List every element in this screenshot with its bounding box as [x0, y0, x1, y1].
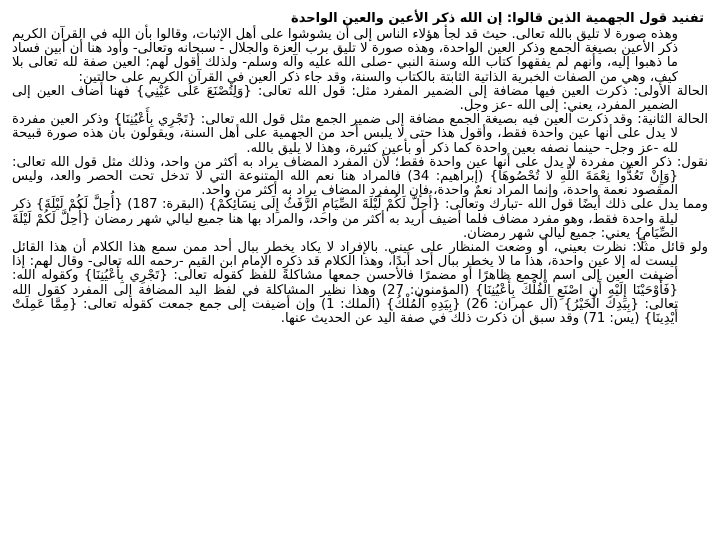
paragraph-intro: وهذه صورة لا تليق بالله تعالى. حيث قد لجأ هؤلاء الناس إلى أن يشوشوا على أهل الإثبات، وقالوا بأن الله في القرآن الكريم ذكر الأعين بصيغة الجمع وذكر العين الواحدة، وهذه صورة لا تليق برب العزة والجلال - سبحانه وتعالى- وأود هنا أن أبين فساد ما ذهبوا إليه، وأنهم لم يفقهوا كتاب الله وسنة النبي -صلى الله عليه وآله وسلم- ولذلك أقول لهم: العين صفة لله تعالى بلا كيف، وهي من الصفات الخبرية الذاتية الثابتة بالكتاب والسنة، وقد جاء ذكر العين في القرآن الكريم على حالتين: [12, 27, 678, 85]
slide-title: تفنيد قول الجهمية الذين قالوا: إن الله ذكر الأعين والعين الواحدة [291, 11, 704, 26]
paragraph-singular-meaning: نقول: ذكر العين مفردة لا يدل على أنها عين واحدة فقط؛ لأن المفرد المضاف يراد به أكثر من واحد، وذلك مثل قول الله تعالى: {وَإِنْ تَعُدُّوا نِعْمَةَ اللَّهِ لا تُحْصُوهَا} (إبراهيم: 34) فالمراد هنا نعم الله المتنوعة التي لا تدخل تحت الحصر والعد، وليس المقصود نعمة واحدة، وإنما المراد نعمٌ واحدة، فإن المفرد المضاف يراد به أكثر من واحد. [12, 154, 708, 199]
paragraph-laylat-example: ومما يدل على ذلك أيضًا قول الله -تبارك وتعالى: {أُحِلَّ لَكُمْ لَيْلَةَ الصِّيَامِ الرَّفَثُ إِلَى نِسَائِكُمْ} (البقرة: 187) {أُحِلَّ لَكُمْ لَيْلَةَ} ذكر ليلة واحدة فقط، وهو مفرد مضاف فلما أضيف أريد به أكثر من واحد، والمراد بها هنا جميع ليالي شهر رمضان {أُحِلَّ لَكُمْ لَيْلَةَ الصِّيَامِ} يعني: جميع ليالي شهر رمضان. [12, 197, 709, 241]
paragraph-first-case: الحالة الأولى: ذكرت العين فيها مضافة إلى الضمير المفرد مثل: قول الله تعالى: {وَلِتُصْنَعَ عَلَى عَيْنِي} فهنا أضاف العين إلى الضمير المفرد، يعني: إلى الله -عز وجل. [12, 83, 708, 114]
paragraph-ibn-qayyim: ولو قائل مثلًا: نظرت بعيني، أو وضعت المنظار على عيني. بالإفراد لا يكاد يخطر ببال أحد ممن سمع هذا الكلام أن هذا القائل ليست له إلا عين واحدة، هذا ما لا يخطر ببال أحد أبدًا، وهذا الكلام قد ذكره الإمام ابن القيم -رحمه الله تعالى- وقال لهم: إذا أضيفت العين إلى اسم الجمع ظاهرًا أو مضمرًا فالأحسن جمعها مشاكلةً للفظ كقوله تعالى: {تَجْرِي بِأَعْيُنِنَا} وكقوله الله: {فَأَوْحَيْنَا إِلَيْهِ أَنِ اصْنَعِ الْفُلْكَ بِأَعْيُنِنَا} (المؤمنون: 27) وهذا نظير المشاكلة في لفظ اليد المضافة إلى المفرد كقول الله تعالى: {بِيَدِكَ الْخَيْرُ} (آل عمران: 26) {بِيَدِهِ الْمُلْكُ} (الملك: 1) وإن أضيفت إلى جمع جمعت كقوله تعالى: {مِمَّا عَمِلَتْ أَيْدِينَا} (يس: 71) وقد سبق أن ذكرت ذلك في صفة اليد عن الحديث عنها. [12, 240, 708, 327]
paragraph-second-case: الحالة الثانية: وقد ذكرت العين فيه بصيغة الجمع مضافة إلى ضمير الجمع مثل قول الله تعالى: {تَجْرِي بِأَعْيُنِنَا} وذكر العين مفردة لا يدل على أنها عين واحدة فقط، وأقول هذا حتى لا يلبس أحد من الجهمية على أهل السنة، ويقولون بأن هذه صورة قبيحة لله -عز وجل- حينما نصفه بعين واحدة كما ذكر أو بأعين كثيرة، وهذا لا يليق بالله. [12, 112, 708, 156]
